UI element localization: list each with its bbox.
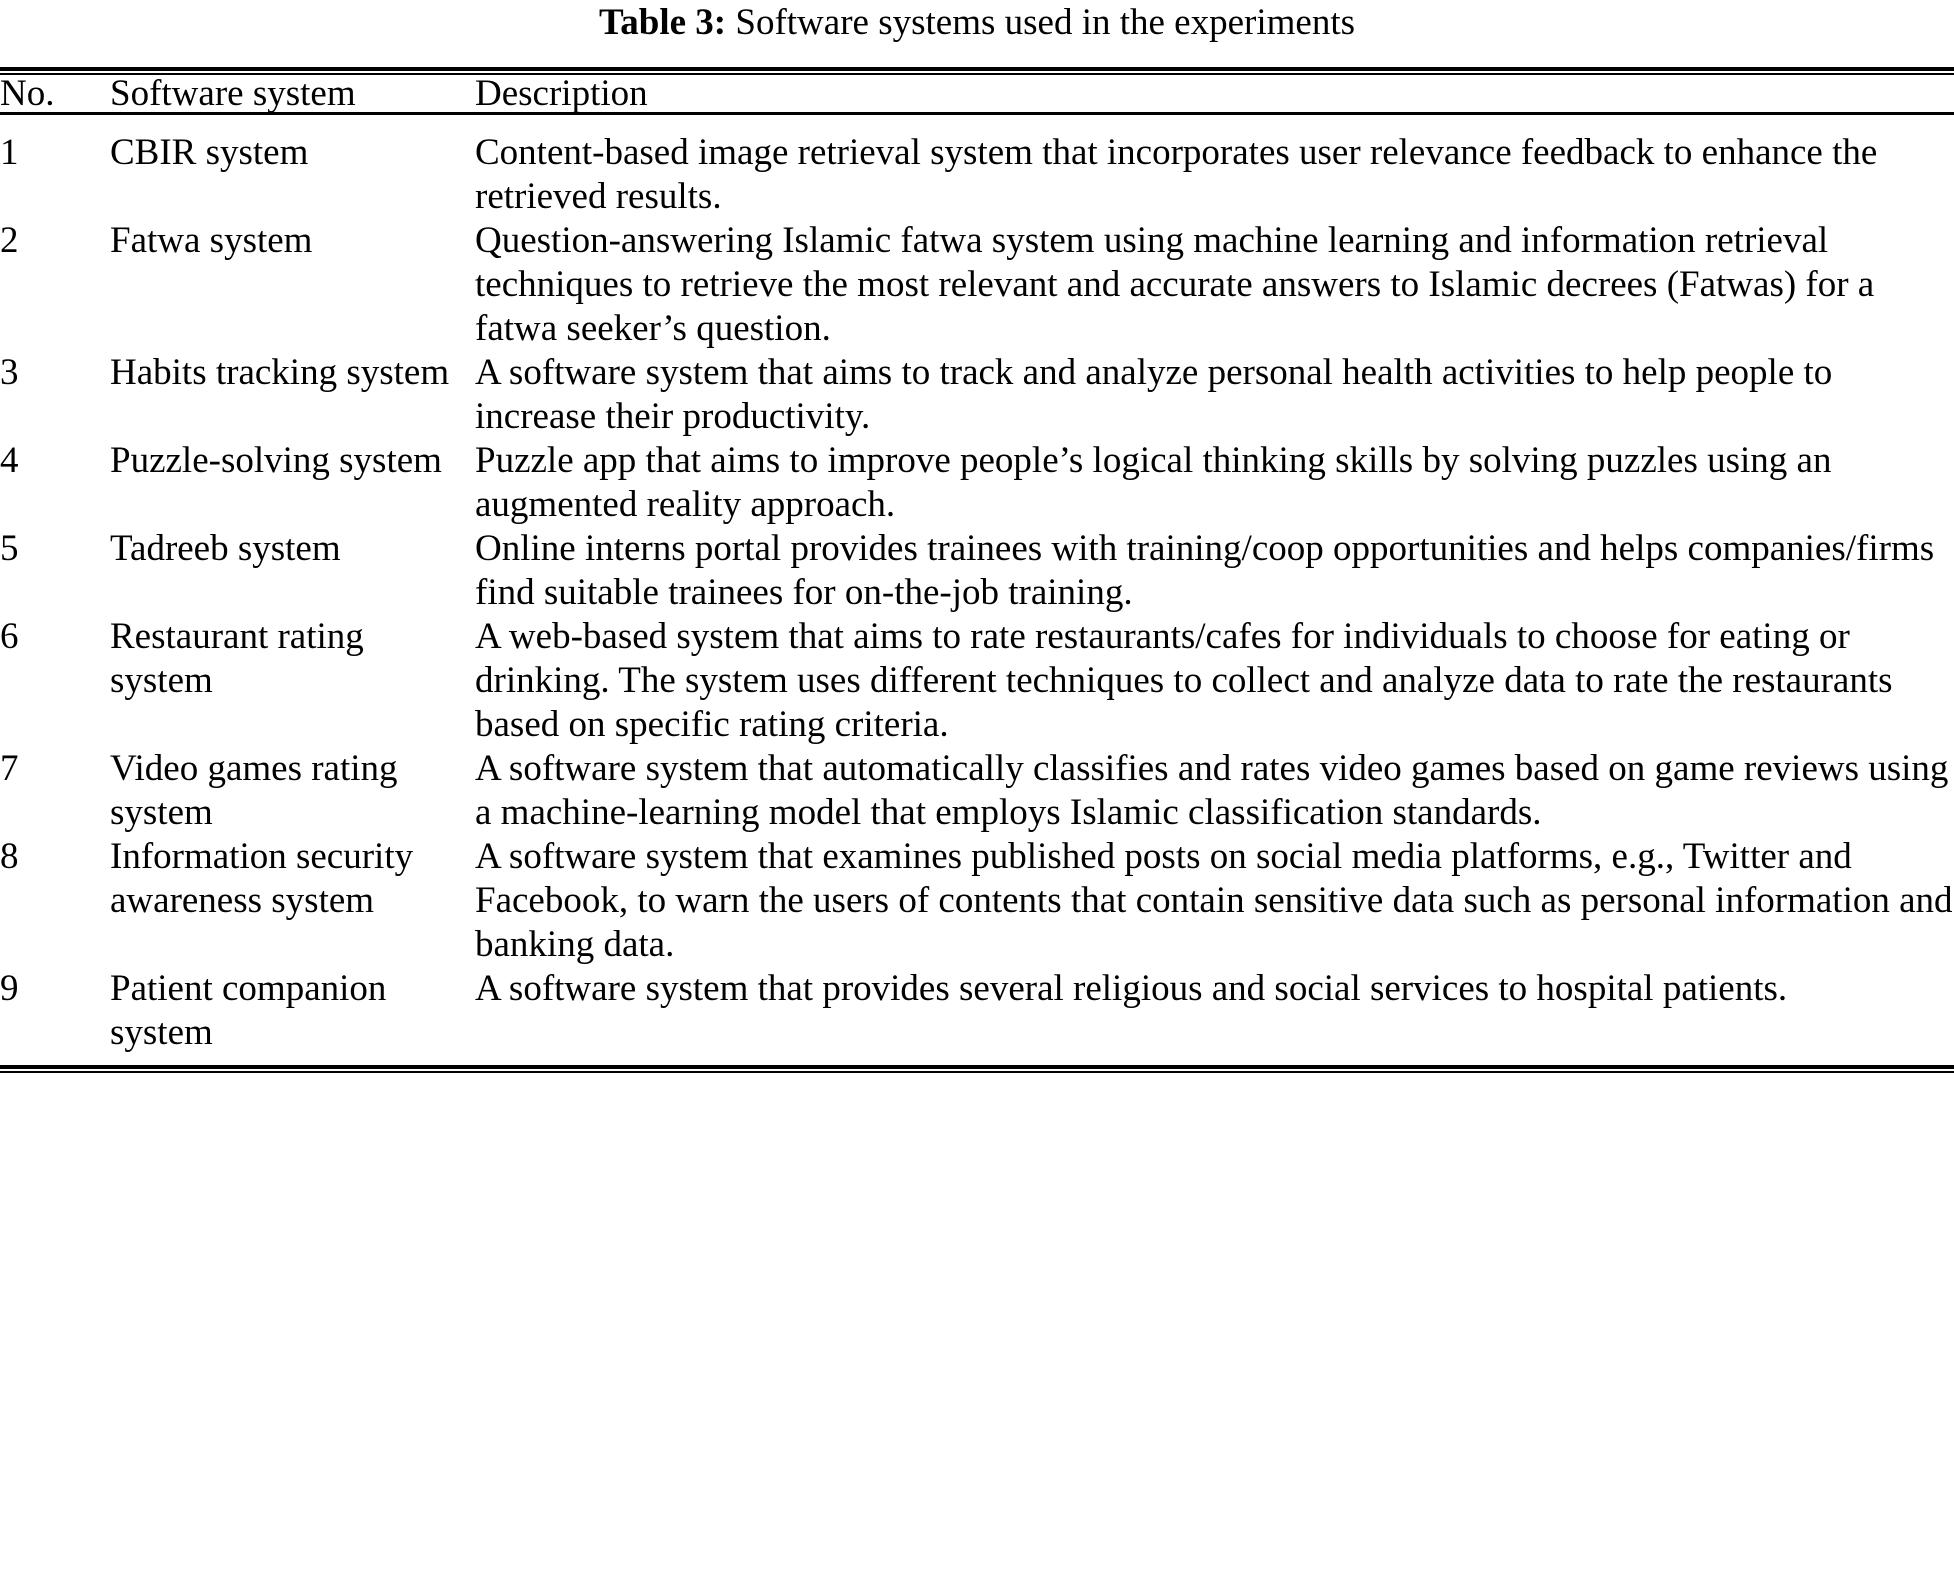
cell-software-system: Restaurant rating system: [110, 616, 364, 701]
cell-description: A web-based system that aims to rate restaurants/cafes for individuals to choose for eating or drinking. The system uses different techniques to collect and analyze data to rate the restaurants based on specific rating criteria.: [475, 616, 1893, 745]
cell-no: 5: [0, 528, 19, 569]
cell-software-system: Habits tracking system: [110, 352, 450, 393]
table-row: [0, 527, 1954, 615]
table-header-row: [0, 75, 1954, 112]
cell-no: 1: [0, 132, 19, 173]
cell-no: 9: [0, 968, 19, 1009]
cell-description: Content-based image retrieval system that incorporates user relevance feedback to enhance the retrieved results.: [475, 132, 1878, 217]
cell-software-system: Information security awareness system: [110, 836, 414, 921]
table-row: [0, 439, 1954, 527]
table-row: [0, 967, 1954, 1065]
software-systems-table: [0, 75, 1954, 112]
table-row: [0, 835, 1954, 967]
caption-text: Software systems used in the experiments: [735, 2, 1355, 43]
table-row: [0, 351, 1954, 439]
cell-description: A software system that automatically classifies and rates video games based on game reviews using a machine-learning model that employs Islamic classification standards.: [475, 748, 1949, 833]
table-row: [0, 747, 1954, 835]
cell-description: Online interns portal provides trainees with training/coop opportunities and helps companies/firms find suitable trainees for on-the-job training.: [475, 528, 1935, 613]
cell-description: A software system that examines published posts on social media platforms, e.g., Twitter and Facebook, to warn the users of contents that contain sensitive data such as personal information and banking data.: [475, 836, 1953, 965]
cell-software-system: Fatwa system: [110, 220, 313, 261]
cell-no: 6: [0, 616, 19, 657]
cell-no: 4: [0, 440, 19, 481]
cell-no: 8: [0, 836, 19, 877]
cell-description: Question-answering Islamic fatwa system using machine learning and information retrieval techniques to retrieve the most relevant and accurate answers to Islamic decrees (Fatwas) for a fatwa seeker’s question.: [475, 220, 1875, 349]
column-header-no: No.: [0, 73, 55, 114]
cell-no: 3: [0, 352, 19, 393]
table-header: [0, 75, 1954, 112]
table-caption: [0, 0, 1954, 41]
cell-description: A software system that aims to track and analyze personal health activities to help people to increase their productivity.: [475, 352, 1833, 437]
cell-software-system: Patient companion system: [110, 968, 387, 1053]
cell-software-system: Video games rating system: [110, 748, 398, 833]
table-body: [0, 115, 1954, 1065]
caption-label: Table 3:: [598, 2, 727, 43]
cell-no: 7: [0, 748, 19, 789]
table-row: [0, 115, 1954, 219]
cell-software-system: Puzzle-solving system: [110, 440, 442, 481]
column-header-software-system: Software system: [110, 73, 356, 114]
cell-no: 2: [0, 220, 19, 261]
cell-description: A software system that provides several religious and social services to hospital patients.: [475, 968, 1788, 1009]
table-row: [0, 219, 1954, 351]
cell-software-system: CBIR system: [110, 132, 309, 173]
cell-software-system: Tadreeb system: [110, 528, 341, 569]
column-header-description: Description: [475, 73, 648, 114]
software-systems-table-body: [0, 115, 1954, 1065]
table-bottom-rule: [0, 1065, 1954, 1073]
cell-description: Puzzle app that aims to improve people’s logical thinking skills by solving puzzles using an augmented reality approach.: [475, 440, 1832, 525]
table-row: [0, 615, 1954, 747]
